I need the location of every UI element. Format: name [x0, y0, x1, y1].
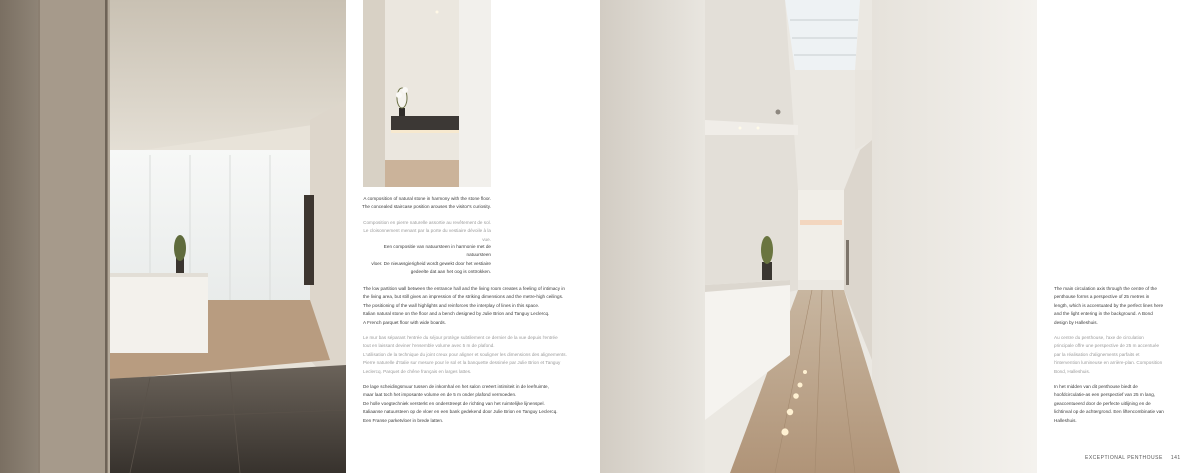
caption-line: vloer. De nieuwsgierigheid wordt gewekt door het vestiaire [371, 260, 491, 266]
caption-line: and the light entering in the background. A Bond [1054, 311, 1153, 317]
caption-line: penthouse forms a perspective of 25 metres in [1054, 294, 1150, 300]
washbasin-caption-french [360, 219, 491, 244]
caption-line: Italian natural stone on the floor and a bench designed by Julie Brion and Tanguy Leclercq. [363, 311, 550, 317]
caption-line: Bond, Halleshuis. [1054, 368, 1091, 374]
caption-line: A composition of natural stone in harmony with the stone floor. [363, 196, 491, 201]
caption-line: Leclercq. Parquet de chêne français en larges lattes. [363, 368, 472, 374]
caption-line: In het midden van dit penthouse biedt de [1054, 384, 1138, 389]
caption-line: The positioning of the wall highlights and reinforces the interplay of lines in this space. [363, 302, 540, 308]
corridor-caption-dutch [1054, 383, 1174, 425]
corridor-photo [600, 0, 1037, 473]
washbasin-caption-dutch [360, 243, 491, 277]
caption-line: the living area, but still gives an impression of the striking dimensions and the metre-high ceilings. [363, 294, 564, 300]
caption-line: De lage scheidingsmuur tussen de inkomhal en het salon creëert intimiteit in de leefruimte, [363, 384, 549, 389]
caption-line: Composition en pierre naturelle assortie au revêtement de sol. [363, 220, 491, 225]
caption-line: Halleshuis. [1054, 417, 1077, 423]
caption-line: Le cloisonnement menant par la porte du vestiaire dévoile à la vue. [363, 228, 491, 242]
caption-line: l'intervention lumineuse en arrière-plan. Composition [1054, 360, 1163, 366]
caption-line: tout en laissant deviner l'ensemble volume avec 5 m de plafond. [363, 343, 495, 349]
caption-line: lichtinval op de achtergrond. Een liftencombinatie van [1054, 409, 1164, 415]
caption-line: Le mur bas séparant l'entrée du séjour protège subtilement ce dernier de la vue depuis l'entrée [363, 335, 558, 340]
caption-line: The low partition wall between the entrance hall and the living room creates a feeling of intimacy in [363, 286, 565, 291]
page-folio [1085, 455, 1181, 461]
caption-line: maar laat toch het imposante volume en de 5 m onder plafond vermoeden. [363, 392, 517, 398]
entrance-caption-french [363, 334, 573, 376]
washbasin-photo [363, 0, 491, 187]
caption-line: geaccentueerd door de perfecte uitlijning en de [1054, 400, 1151, 406]
corridor-illustration [600, 0, 1037, 473]
caption-line: Een Franse parketvloer in brede latten. [363, 417, 444, 423]
washbasin-caption-english [360, 195, 491, 212]
corridor-caption-french [1054, 334, 1174, 376]
caption-line: length, which is accentuated by the perfect lines here [1054, 302, 1164, 308]
caption-line: design by Halleshuis. [1054, 319, 1098, 325]
caption-line: Een compositie van natuursteen in harmonie met de natuursteen [383, 244, 491, 258]
caption-line: The main circulation axis through the centre of the [1054, 286, 1157, 291]
caption-line: L'utilisation de la technique du joint creux pour aligner et souligner les dimensions des alignements. [363, 351, 567, 357]
washbasin-illustration [363, 0, 491, 187]
entrance-caption-dutch [363, 383, 573, 425]
caption-line: Italiaanse natuursteen op de vloer en een bank gedekend door Julie Brion en Tanguy Leclercq. [363, 409, 558, 415]
caption-line: Au centre du penthouse, l'axe de circulation [1054, 335, 1144, 340]
caption-line: A French parquet floor with wide boards. [363, 319, 447, 325]
caption-line: Pierre naturelle d'Italie sur mesure pour le sol et la banquette dessinée par Julie Brion et Tanguy [363, 360, 561, 366]
caption-line: par la réalisation d'alignements parfaits et [1054, 351, 1140, 357]
running-title: EXCEPTIONAL PENTHOUSE [1085, 455, 1163, 461]
caption-line: gedeelte dat aan het oog is onttrokken. [410, 269, 491, 275]
entrance-hall-illustration [0, 0, 346, 473]
caption-line: hoofdcirculatie-as een perspectief van 25 m lang, [1054, 392, 1156, 398]
corridor-caption-english [1054, 285, 1174, 327]
caption-line: principale offre une perspective de 25 m accentuée [1054, 343, 1160, 349]
page-number: 141 [1170, 455, 1181, 461]
caption-line: The concealed staircase position arouses the visitor's curiosity. [362, 204, 491, 210]
entrance-caption-english [363, 285, 573, 327]
caption-line: De holle voegtechniek versterkt en onderstreept de richting van het ruimtelijke lijnenspel. [363, 400, 545, 406]
entrance-hall-photo [0, 0, 346, 473]
